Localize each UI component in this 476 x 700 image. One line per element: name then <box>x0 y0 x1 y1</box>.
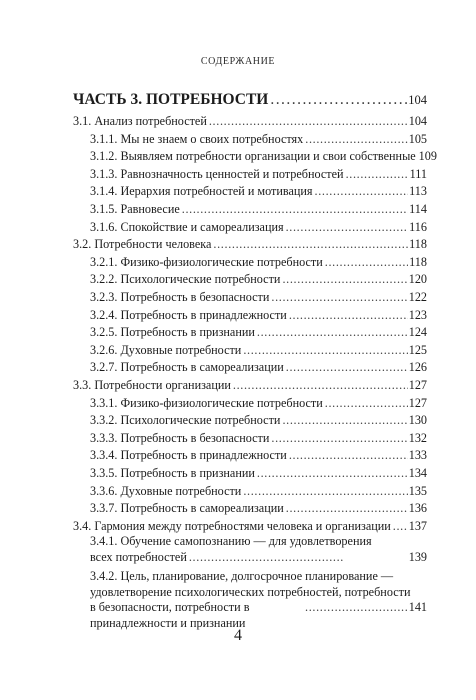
toc-entry-line: в безопасности, потребности в принадлежности и признании <box>90 600 250 630</box>
toc-leader-dots <box>271 431 407 446</box>
toc-entry-title: 3.2. Потребности человека <box>73 237 212 252</box>
toc-entry-title: 3.1.6. Спокойствие и самореализация <box>90 219 284 234</box>
toc-entry-title: 3.1. Анализ потребностей <box>73 114 207 128</box>
toc-entry[interactable] <box>90 308 427 323</box>
toc-entry-line: 3.4.2. Цель, планирование, долгосрочное планирование — <box>90 569 394 583</box>
toc-entry-line: 3.4.1. Обучение самопознанию — для удовлетворения <box>90 534 372 548</box>
toc-page-number: 116 <box>409 219 427 234</box>
toc-entry-title: 3.2.4. Потребность в принадлежности <box>90 307 287 322</box>
toc-page-number: 120 <box>408 272 427 287</box>
toc-page-number: 130 <box>408 413 427 428</box>
toc-entry[interactable] <box>90 272 427 287</box>
toc-leader-dots <box>286 360 408 375</box>
toc-entry-title: 3.3.3. Потребность в безопасности <box>90 430 270 445</box>
toc-leader-dots <box>286 501 408 516</box>
toc-entry[interactable] <box>73 114 427 129</box>
toc-entry[interactable] <box>90 290 427 305</box>
page-number: 4 <box>234 627 242 644</box>
toc-entry-title: 3.3. Потребности организации <box>73 378 231 392</box>
toc-entry[interactable] <box>90 501 427 516</box>
toc-leader-dots <box>305 600 408 616</box>
toc-leader-dots <box>257 325 408 340</box>
toc-entry[interactable] <box>90 396 427 411</box>
toc-leader-dots <box>189 550 408 566</box>
toc-page-number: 111 <box>409 166 427 181</box>
toc-entry-title: 3.3.4. Потребность в принадлежности <box>90 448 287 463</box>
toc-page-number: 141 <box>408 600 427 614</box>
toc-entry-title: 3.3.6. Духовные потребности <box>90 483 242 498</box>
toc-page-number: 113 <box>409 184 427 199</box>
toc-leader-dots <box>286 220 409 235</box>
toc-entry-title: 3.3.5. Потребность в признании <box>90 466 255 480</box>
toc-leader-dots <box>243 343 407 358</box>
toc-page-number: 134 <box>408 466 427 480</box>
toc-entry[interactable] <box>90 167 427 182</box>
toc-leader-dots <box>393 519 408 534</box>
toc-entry-title: 3.3.2. Психологические потребности <box>90 413 281 428</box>
toc-leader-dots <box>282 413 407 428</box>
toc-page-number: 114 <box>409 202 427 216</box>
toc-entry[interactable] <box>90 343 427 358</box>
toc-leader-dots <box>289 448 408 463</box>
toc-leader-dots <box>305 132 407 147</box>
toc-entry[interactable] <box>90 448 427 463</box>
toc-page-number: 124 <box>408 325 427 340</box>
toc-page-number: 127 <box>408 378 427 392</box>
toc-page-number: 137 <box>408 518 427 533</box>
toc-entry[interactable] <box>90 360 427 375</box>
toc-leader-dots <box>289 308 408 323</box>
toc-entry-title: 3.1.3. Равнозначность ценностей и потребностей <box>90 166 344 181</box>
toc-page-number: 133 <box>408 448 427 463</box>
toc-page-number: 123 <box>408 307 427 322</box>
toc-entry-title: 3.2.2. Психологические потребности <box>90 272 281 287</box>
toc-entry[interactable] <box>90 255 427 270</box>
toc-entry-line: удовлетворение психологических потребностей, потребности <box>90 584 411 599</box>
toc-page-number: 132 <box>408 430 427 445</box>
toc-part-title-text: ЧАСТЬ 3. ПОТРЕБНОСТИ <box>73 91 269 108</box>
toc-entry-line: всех потребностей <box>90 549 187 564</box>
toc-entry-title: 3.1.4. Иерархия потребностей и мотивация <box>90 184 313 199</box>
toc-page-number: 126 <box>408 360 427 375</box>
toc-entry[interactable] <box>73 237 427 252</box>
toc-leader-dots <box>271 290 407 305</box>
toc-entry-title: 3.2.3. Потребность в безопасности <box>90 290 270 304</box>
toc-entry[interactable] <box>90 466 427 481</box>
toc-page-number: 104 <box>408 93 427 107</box>
toc-entry-title: 3.1.5. Равновесие <box>90 202 180 216</box>
toc-leader-dots <box>270 91 407 109</box>
toc-entry-title: 3.1.2. Выявляем потребности организации и свои собственные <box>90 149 416 164</box>
toc-leader-dots <box>315 184 409 199</box>
toc-entry[interactable] <box>90 202 427 217</box>
toc-leader-dots <box>243 484 407 499</box>
toc-entry[interactable] <box>90 325 427 340</box>
toc-entry-3-4-2[interactable] <box>90 569 427 631</box>
toc-page-number: 105 <box>408 131 427 146</box>
toc-page-number: 118 <box>409 254 427 269</box>
toc-entry-title: 3.2.7. Потребность в самореализации <box>90 360 284 375</box>
toc-entry-title: 3.4. Гармония между потребностями человека и организации <box>73 518 391 533</box>
running-header: СОДЕРЖАНИЕ <box>200 56 276 67</box>
toc-page-number: 136 <box>408 501 427 516</box>
toc-entry[interactable] <box>90 431 427 446</box>
toc-entry[interactable] <box>90 220 427 235</box>
toc-entry-title: 3.3.7. Потребность в самореализации <box>90 501 284 516</box>
toc-page-number: 122 <box>408 290 427 304</box>
toc-entry[interactable] <box>73 519 427 534</box>
toc-entry[interactable] <box>90 413 427 428</box>
toc-page-number: 139 <box>408 549 427 564</box>
toc-leader-dots <box>213 237 408 252</box>
toc-page-number: 127 <box>408 395 427 410</box>
toc-entry[interactable] <box>73 378 427 393</box>
toc-entry-title: 3.3.1. Физико-физиологические потребности <box>90 395 323 410</box>
toc-page-number: 135 <box>408 483 427 498</box>
toc-entry[interactable] <box>90 184 427 199</box>
toc-entry-title: 3.2.1. Физико-физиологические потребности <box>90 254 323 269</box>
toc-entry[interactable] <box>90 132 427 147</box>
toc-entry[interactable] <box>90 484 427 499</box>
toc-leader-dots <box>346 167 409 182</box>
toc-leader-dots <box>233 378 408 393</box>
toc-entry-3-4-1[interactable] <box>90 534 427 565</box>
toc-leader-dots <box>182 202 408 217</box>
toc-leader-dots <box>257 466 408 481</box>
toc-leader-dots <box>282 272 407 287</box>
toc-page-number: 118 <box>409 237 427 252</box>
toc-leader-dots <box>325 396 408 411</box>
toc-entry-title: 3.2.6. Духовные потребности <box>90 342 242 357</box>
toc-leader-dots <box>209 114 408 129</box>
toc-page-number: 125 <box>408 342 427 357</box>
toc-leader-dots <box>325 255 408 270</box>
toc-entry[interactable] <box>90 149 437 164</box>
toc-page-number: 109 <box>418 149 437 164</box>
toc-entry-title: 3.2.5. Потребность в признании <box>90 325 255 340</box>
toc-part-title[interactable] <box>73 91 427 109</box>
toc-entry-title: 3.1.1. Мы не знаем о своих потребностях <box>90 131 304 146</box>
toc-page-number: 104 <box>408 114 427 128</box>
